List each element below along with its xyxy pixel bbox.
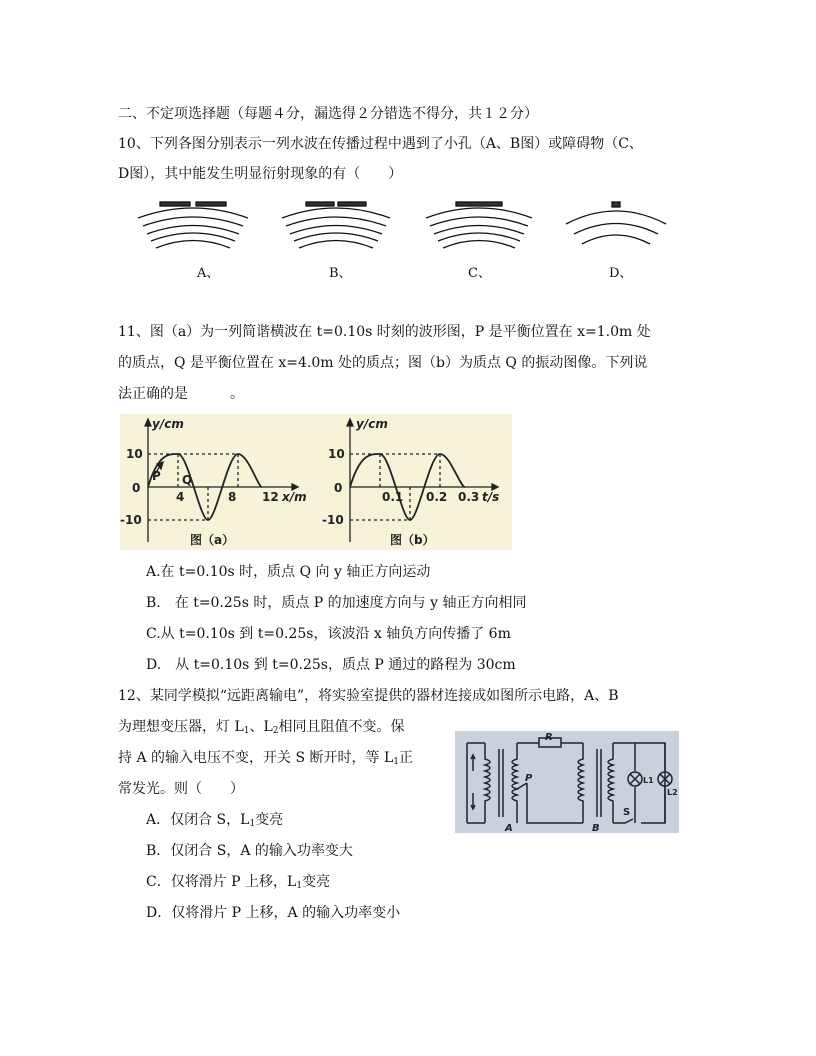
graph-a-ylabel: y/cm — [152, 417, 184, 431]
graph-a-ytick-10: 10 — [126, 447, 143, 461]
q10-stem-line2: D图），其中能发生明显衍射现象的有（ ） — [118, 166, 403, 182]
graph-b-xtick-02: 0.2 — [426, 490, 448, 504]
q10-label-d: D、 — [609, 266, 633, 281]
q11-option-d: D. 从 t=0.10s 到 t=0.25s，质点 P 通过的路程为 30cm — [146, 657, 516, 673]
graph-a-ytick-neg10: -10 — [120, 513, 142, 527]
q10-label-c: C、 — [468, 266, 491, 281]
q10-stem-line1: 10、下列各图分别表示一列水波在传播过程中遇到了小孔（A、B图）或障碍物（C、 — [118, 136, 643, 152]
q12-stem-line4: 常发光。则（ ） — [118, 781, 244, 797]
circuit-label-a: A — [505, 823, 513, 833]
q11-option-b: B. 在 t=0.25s 时，质点 P 的加速度方向与 y 轴正方向相同 — [146, 595, 527, 611]
q12-stem-line2: 为理想变压器，灯 $L_1$、$L_2$相同且阻值不变。保 — [118, 719, 405, 736]
q12-stem-line1: 12、某同学模拟“远距离输电”，将实验室提供的器材连接成如图所示电路，A、B — [118, 688, 619, 704]
graph-b-ylabel: y/cm — [356, 417, 388, 431]
figure-a-wave-slit — [138, 202, 248, 248]
graph-b-caption: 图（b） — [390, 533, 435, 547]
q12-option-d: D．仅将滑片 P 上移，A 的输入功率变小 — [146, 905, 401, 921]
q12-option-b: B．仅闭合 S，A 的输入功率变大 — [146, 843, 353, 859]
graph-a-xtick-12: 12 — [262, 490, 279, 504]
graph-a-xtick-8: 8 — [228, 490, 237, 504]
circuit-label-b: B — [592, 823, 600, 833]
figure-d-wave-small-obstacle — [566, 202, 666, 244]
q11-option-c: C.从 t=0.10s 到 t=0.25s，该波沿 x 轴负方向传播了 6m — [146, 626, 511, 642]
q11-graphs — [120, 414, 512, 550]
circuit-label-r: R — [545, 732, 553, 743]
circuit-label-l1: L1 — [643, 776, 654, 785]
q10-label-b: B、 — [329, 266, 352, 281]
q12-stem-line3: 持 A 的输入电压不变，开关 S 断开时，等 $L_1$正 — [118, 750, 413, 767]
figure-b-wave-small-slit — [282, 202, 390, 248]
q10-label-a: A、 — [197, 266, 220, 281]
q12-circuit-diagram — [455, 731, 679, 833]
circuit-label-s: S — [623, 807, 631, 818]
circuit-label-l2: L2 — [667, 788, 678, 797]
q11-stem-line3: 法正确的是 。 — [118, 386, 244, 402]
graph-a-xlabel: x/m — [282, 490, 307, 504]
figure-c-wave-large-obstacle — [426, 202, 532, 248]
circuit-label-p: P — [525, 773, 533, 784]
graph-b-ytick-neg10: -10 — [322, 513, 344, 527]
q12-option-a: A．仅闭合 S，$L_1$变亮 — [146, 812, 284, 829]
graph-b-xlabel: t/s — [482, 490, 500, 504]
graph-b-xtick-03: 0.3 — [458, 490, 480, 504]
graph-a-point-q: Q — [182, 473, 193, 487]
q10-diffraction-figures — [0, 196, 816, 286]
graph-b-xtick-01: 0.1 — [382, 490, 404, 504]
graph-b-ytick-10: 10 — [328, 447, 345, 461]
q11-stem-line1: 11、图（a）为一列简谐横波在 t=0.10s 时刻的波形图，P 是平衡位置在 x=1.0m 处 — [118, 324, 651, 340]
q11-stem-line2: 的质点，Q 是平衡位置在 x=4.0m 处的质点；图（b）为质点 Q 的振动图像。下列说 — [118, 355, 648, 371]
graph-a-ytick-0: 0 — [132, 481, 141, 495]
section-title: 二、不定项选择题（每题４分，漏选得２分错选不得分，共１２分） — [118, 106, 538, 122]
graph-b-ytick-0: 0 — [334, 481, 343, 495]
q11-option-a: A.在 t=0.10s 时，质点 Q 向 y 轴正方向运动 — [146, 564, 431, 580]
graph-a-caption: 图（a） — [190, 533, 235, 547]
graph-a-xtick-4: 4 — [176, 490, 185, 504]
graph-a-point-p: P — [152, 469, 161, 483]
q12-option-c: C．仅将滑片 P 上移，$L_1$变亮 — [146, 874, 331, 891]
